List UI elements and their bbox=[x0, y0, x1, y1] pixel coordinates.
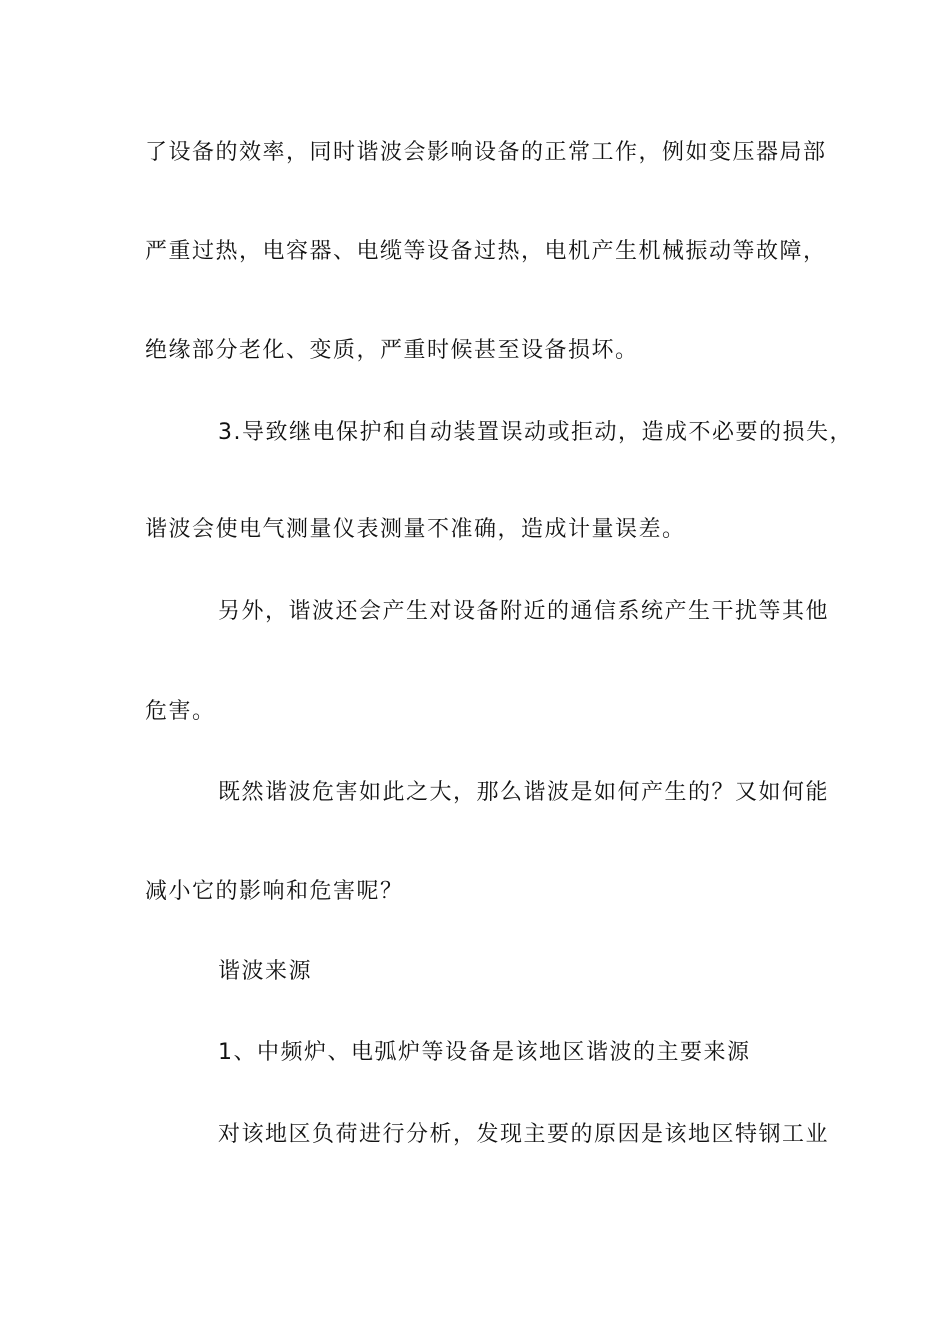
paragraph-line-6: 另外，谐波还会产生对设备附近的通信系统产生干扰等其他 bbox=[218, 599, 830, 624]
paragraph-line-9: 减小它的影响和危害呢？ bbox=[145, 879, 404, 904]
numbered-item-1: 1、中频炉、电弧炉等设备是该地区谐波的主要来源 bbox=[218, 1040, 751, 1065]
paragraph-line-5: 谐波会使电气测量仪表测量不准确，造成计量误差。 bbox=[145, 517, 686, 542]
paragraph-line-3: 绝缘部分老化、变质，严重时候甚至设备损坏。 bbox=[145, 338, 639, 363]
paragraph-line-7: 危害。 bbox=[145, 699, 216, 724]
section-heading: 谐波来源 bbox=[218, 959, 313, 984]
paragraph-line-8: 既然谐波危害如此之大，那么谐波是如何产生的？又如何能 bbox=[218, 780, 830, 805]
paragraph-line-1: 了设备的效率，同时谐波会影响设备的正常工作，例如变压器局部 bbox=[145, 140, 827, 165]
paragraph-line-12: 对该地区负荷进行分析，发现主要的原因是该地区特钢工业 bbox=[218, 1122, 830, 1147]
paragraph-line-2: 严重过热，电容器、电缆等设备过热，电机产生机械振动等故障， bbox=[145, 239, 827, 264]
paragraph-line-4: 3.导致继电保护和自动装置误动或拒动，造成不必要的损失， bbox=[218, 420, 853, 445]
